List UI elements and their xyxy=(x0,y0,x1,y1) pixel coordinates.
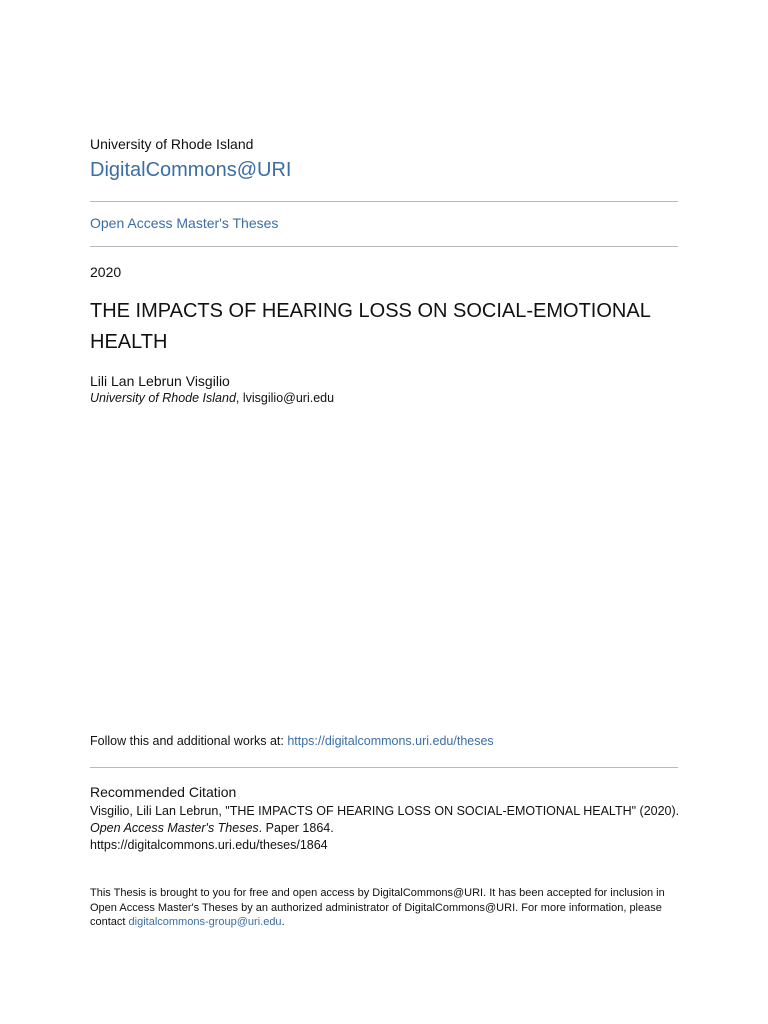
citation-series: Open Access Master's Theses xyxy=(90,821,259,835)
citation-line-2 xyxy=(90,820,690,837)
citation-paper: . Paper 1864. xyxy=(258,821,334,835)
citation-body xyxy=(90,803,690,854)
institution-name: University of Rhode Island xyxy=(90,136,254,152)
follow-text: Follow this and additional works at: xyxy=(90,734,288,748)
author-name: Lili Lan Lebrun Visgilio xyxy=(90,373,230,389)
repository-link[interactable]: DigitalCommons@URI xyxy=(90,159,292,181)
divider-series xyxy=(90,246,678,247)
author-email: lvisgilio@uri.edu xyxy=(242,391,335,405)
document-title: THE IMPACTS OF HEARING LOSS ON SOCIAL-EMOTIONAL HEALTH xyxy=(90,300,651,353)
access-notice xyxy=(90,886,680,930)
affiliation: University of Rhode Island xyxy=(90,391,236,405)
citation-url: https://digitalcommons.uri.edu/theses/1864 xyxy=(90,838,328,852)
notice-end: . xyxy=(281,916,285,928)
follow-line xyxy=(90,733,494,749)
contact-email-link[interactable]: digitalcommons-group@uri.edu xyxy=(128,916,282,928)
publication-year: 2020 xyxy=(90,264,122,280)
citation-line-1: Visgilio, Lili Lan Lebrun, "THE IMPACTS OF HEARING LOSS ON SOCIAL-EMOTIONAL HEALTH" (2020). xyxy=(90,804,680,818)
follow-url-link[interactable]: https://digitalcommons.uri.edu/theses xyxy=(287,734,494,748)
series-link[interactable]: Open Access Master's Theses xyxy=(90,215,279,231)
divider-top xyxy=(90,201,678,202)
notice-text: This Thesis is brought to you for free and open access by DigitalCommons@URI. It has been accepted for inclusion in Open Access Master's Theses by an authorized administrator of DigitalCommons@URI. For more information, please contact xyxy=(90,887,665,928)
affiliation-separator: , xyxy=(235,391,243,405)
citation-heading: Recommended Citation xyxy=(90,784,237,800)
author-affiliation-line xyxy=(90,390,334,406)
divider-citation xyxy=(90,767,678,768)
